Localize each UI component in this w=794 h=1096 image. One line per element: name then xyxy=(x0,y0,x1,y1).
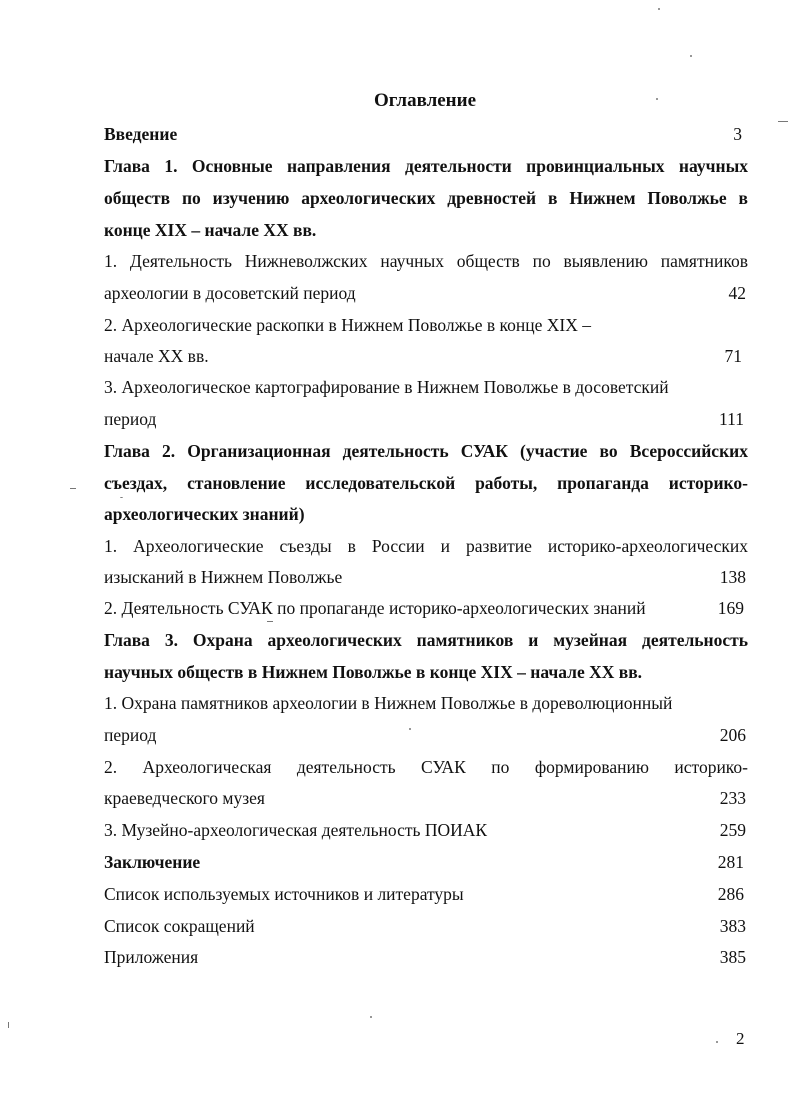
scan-speck xyxy=(120,497,123,498)
toc-chapter3-title-line1: Глава 3. Охрана археологических памятников и музейная деятельность xyxy=(104,630,748,650)
scan-speck xyxy=(409,728,411,730)
toc-entry-conclusion: Заключение xyxy=(104,852,201,872)
toc-page-conclusion: 281 xyxy=(717,852,744,872)
toc-page-abbreviations: 383 xyxy=(719,916,746,936)
scan-speck xyxy=(370,1016,372,1018)
toc-chapter2-section2-line1: 2. Деятельность СУАК по пропаганде историко-археологических знаний xyxy=(104,598,646,618)
toc-chapter1-title-line3: конце XIX – начале XX вв. xyxy=(104,220,317,240)
toc-page-chapter3-section3: 259 xyxy=(719,820,746,840)
toc-chapter3-section1-line1: 1. Охрана памятников археологии в Нижнем Поволжье в дореволюционный xyxy=(104,693,673,713)
scan-speck xyxy=(70,488,76,489)
toc-page-chapter2-section2: 169 xyxy=(717,598,744,618)
toc-chapter2-title-line3: археологических знаний) xyxy=(104,504,305,524)
toc-chapter3-section2-line1: 2. Археологическая деятельность СУАК по формированию историко- xyxy=(104,757,748,777)
toc-chapter1-section1-line2: археологии в досоветский период xyxy=(104,283,356,303)
toc-page-sources: 286 xyxy=(717,884,744,904)
scan-speck xyxy=(778,121,788,122)
page-title: Оглавление xyxy=(373,90,477,111)
toc-chapter2-section1-line1: 1. Археологические съезды в России и развитие историко-археологических xyxy=(104,536,748,556)
scan-speck xyxy=(8,1022,9,1028)
toc-page-chapter2-section1: 138 xyxy=(719,567,746,587)
toc-page-intro: 3 xyxy=(733,124,742,144)
toc-page-chapter3-section1: 206 xyxy=(719,725,746,745)
toc-chapter1-title-line2: обществ по изучению археологических древностей в Нижнем Поволжье в xyxy=(104,188,748,208)
toc-chapter3-section1-line2: период xyxy=(104,725,157,745)
scan-speck xyxy=(716,1041,718,1043)
toc-page-chapter3-section2: 233 xyxy=(719,788,746,808)
toc-chapter1-section1-line1: 1. Деятельность Нижневолжских научных обществ по выявлению памятников xyxy=(104,251,748,271)
scan-speck xyxy=(658,8,660,10)
toc-page-chapter1-section1: 42 xyxy=(728,283,746,303)
toc-chapter1-section3-line1: 3. Археологическое картографирование в Нижнем Поволжье в досоветский xyxy=(104,377,669,397)
toc-page-appendices: 385 xyxy=(719,947,746,967)
toc-chapter3-section3-line1: 3. Музейно-археологическая деятельность ПОИАК xyxy=(104,820,488,840)
toc-chapter2-section1-line2: изысканий в Нижнем Поволжье xyxy=(104,567,343,587)
toc-entry-appendices: Приложения xyxy=(104,947,199,967)
scan-speck xyxy=(656,98,658,100)
toc-chapter3-section2-line2: краеведческого музея xyxy=(104,788,265,808)
toc-entry-abbreviations: Список сокращений xyxy=(104,916,255,936)
toc-chapter2-title-line2: съездах, становление исследовательской работы, пропаганда историко- xyxy=(104,473,748,493)
toc-chapter1-title-line1: Глава 1. Основные направления деятельности провинциальных научных xyxy=(104,156,748,176)
toc-entry-sources: Список используемых источников и литературы xyxy=(104,884,464,904)
toc-page-chapter1-section2: 71 xyxy=(724,346,742,366)
toc-chapter1-section2-line2: начале XX вв. xyxy=(104,346,209,366)
scan-speck xyxy=(690,55,692,57)
toc-chapter1-section2-line1: 2. Археологические раскопки в Нижнем Поволжье в конце XIX – xyxy=(104,315,591,335)
page-number: 2 xyxy=(736,1029,745,1048)
toc-page-chapter1-section3: 111 xyxy=(719,409,744,429)
toc-entry-intro: Введение xyxy=(104,124,178,144)
toc-chapter2-title-line1: Глава 2. Организационная деятельность СУАК (участие во Всероссийских xyxy=(104,441,748,461)
toc-chapter1-section3-line2: период xyxy=(104,409,157,429)
scan-speck xyxy=(267,621,273,622)
toc-chapter3-title-line2: научных обществ в Нижнем Поволжье в конце XIX – начале XX вв. xyxy=(104,662,643,682)
